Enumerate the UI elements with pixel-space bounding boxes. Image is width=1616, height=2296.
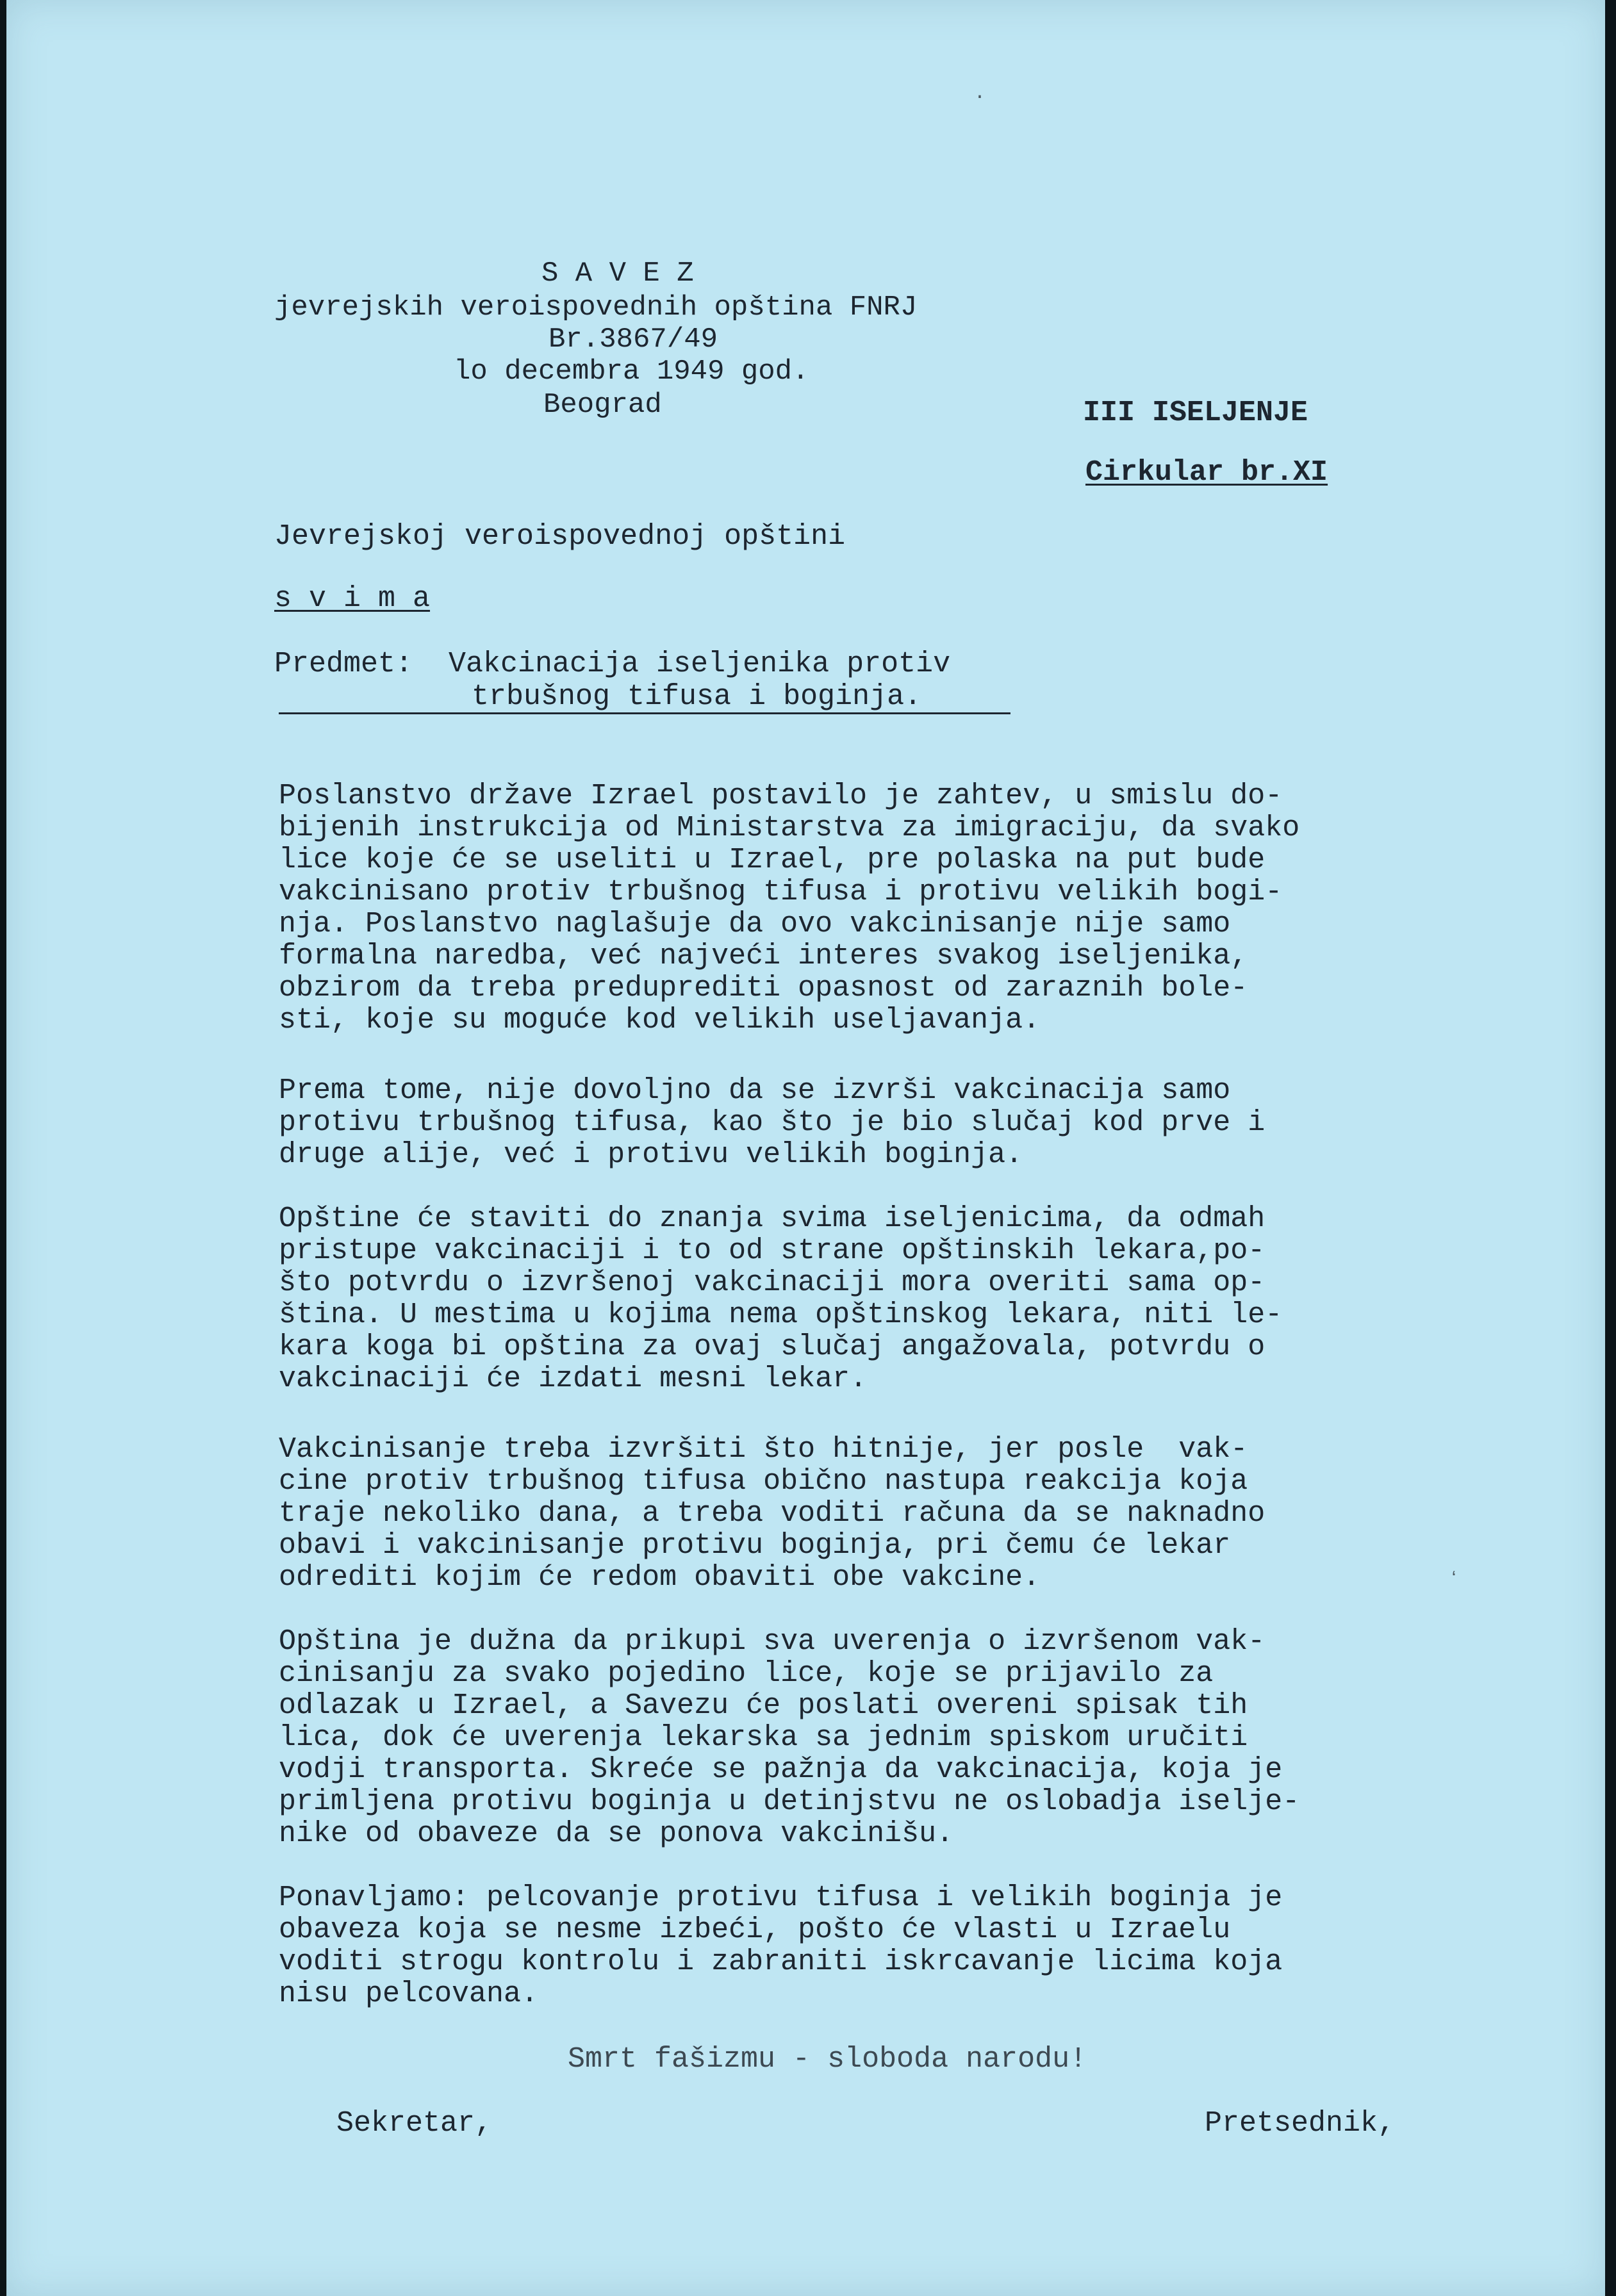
text-line: protivu trbušnog tifusa, kao što je bio slučaj kod prve i: [279, 1106, 1266, 1139]
text-line: cine protiv trbušnog tifusa obično nastupa reakcija koja: [279, 1465, 1248, 1498]
text-line: Prema tome, nije dovoljno da se izvrši vakcinacija samo: [279, 1074, 1231, 1107]
text-line: vakcinaciji će izdati mesni lekar.: [279, 1363, 868, 1395]
text-line: pristupe vakcinaciji i to od strane opštinskih lekara,po-: [279, 1234, 1266, 1267]
text-line: cinisanju za svako pojedino lice, koje se prijavilo za: [279, 1657, 1214, 1690]
text-line: primljena protivu boginja u detinjstvu ne oslobadja iselje-: [279, 1785, 1300, 1818]
subject-rule: [279, 712, 1010, 714]
signature-secretary: Sekretar,: [336, 2107, 493, 2140]
text-line: Opštine će staviti do znanja svima iseljenicima, da odmah: [279, 1202, 1266, 1235]
text-line: bijenih instrukcija od Ministarstva za imigraciju, da svako: [279, 812, 1300, 844]
text-line: Ponavljamo: pelcovanje protivu tifusa i velikih boginja je: [279, 1882, 1283, 1914]
text-line: voditi strogu kontrolu i zabraniti iskrcavanje licima koja: [279, 1946, 1283, 1978]
paper-mark: ·: [974, 86, 986, 108]
reference-number: Br.3867/49: [548, 324, 718, 356]
text-line: što potvrdu o izvršenoj vakcinaciji mora overiti sama op-: [279, 1267, 1266, 1299]
text-line: Opština je dužna da prikupi sva uverenja o izvršenom vak-: [279, 1625, 1266, 1658]
letter-city: Beograd: [543, 389, 662, 421]
text-line: obzirom da treba preduprediti opasnost od zaraznih bole-: [279, 972, 1248, 1004]
section-label: III ISELJENJE: [1083, 397, 1308, 429]
letter-date: lo decembra 1949 god.: [454, 356, 809, 388]
text-line: Vakcinisanje treba izvršiti što hitnije, jer posle vak-: [279, 1433, 1248, 1466]
subject-line-1: Vakcinacija iseljenika protiv: [449, 648, 951, 680]
text-line: obavi i vakcinisanje protivu boginja, pri čemu će lekar: [279, 1529, 1231, 1562]
text-line: formalna naredba, već najveći interes svakog iseljenika,: [279, 940, 1248, 972]
document-page: [6, 0, 1605, 2296]
closing-motto: Smrt fašizmu - sloboda narodu!: [568, 2043, 1087, 2076]
text-line: odlazak u Izrael, a Savezu će poslati overeni spisak tih: [279, 1689, 1248, 1722]
org-title: S A V E Z: [541, 258, 694, 290]
paragraph-1: [279, 780, 1419, 1037]
text-line: vakcinisano protiv trbušnog tifusa i protivu velikih bogi-: [279, 876, 1283, 908]
circular-number: Cirkular br.XI: [1085, 456, 1328, 489]
text-line: traje nekoliko dana, a treba voditi računa da se naknadno: [279, 1497, 1266, 1530]
signature-president: Pretsednik,: [1205, 2107, 1396, 2140]
subject-line-2: trbušnog tifusa i boginja.: [472, 680, 922, 713]
text-line: obaveza koja se nesme izbeći, pošto će vlasti u Izraelu: [279, 1914, 1231, 1946]
text-line: nike od obaveze da se ponova vakcinišu.: [279, 1817, 954, 1850]
paragraph-2: [279, 1075, 1419, 1171]
paragraph-4: [279, 1434, 1419, 1594]
text-line: vodji transporta. Skreće se pažnja da vakcinacija, koja je: [279, 1753, 1283, 1786]
text-line: kara koga bi opština za ovaj slučaj angažovala, potvrdu o: [279, 1331, 1266, 1363]
addressee-to: s v i m a: [274, 582, 431, 615]
paragraph-5: [279, 1626, 1419, 1850]
text-line: ština. U mestima u kojima nema opštinskog lekara, niti le-: [279, 1299, 1283, 1331]
text-line: sti, koje su moguće kod velikih useljavanja.: [279, 1004, 1041, 1037]
text-line: nisu pelcovana.: [279, 1978, 539, 2010]
paragraph-6: [279, 1882, 1419, 2010]
text-line: nja. Poslanstvo naglašuje da ovo vakcinisanje nije samo: [279, 908, 1231, 940]
subject-label: Predmet:: [274, 648, 413, 680]
paragraph-3: [279, 1203, 1419, 1395]
paper-mark: ʻ: [1448, 1570, 1460, 1591]
org-name: jevrejskih veroispovednih opština FNRJ: [274, 291, 918, 324]
text-line: Poslanstvo države Izrael postavilo je zahtev, u smislu do-: [279, 780, 1283, 812]
addressee-line: Jevrejskoj veroispovednoj opštini: [274, 520, 846, 553]
text-line: druge alije, već i protivu velikih boginja.: [279, 1138, 1023, 1171]
text-line: lica, dok će uverenja lekarska sa jednim spiskom uručiti: [279, 1721, 1248, 1754]
text-line: lice koje će se useliti u Izrael, pre polaska na put bude: [279, 844, 1266, 876]
text-line: odrediti kojim će redom obaviti obe vakcine.: [279, 1561, 1041, 1594]
